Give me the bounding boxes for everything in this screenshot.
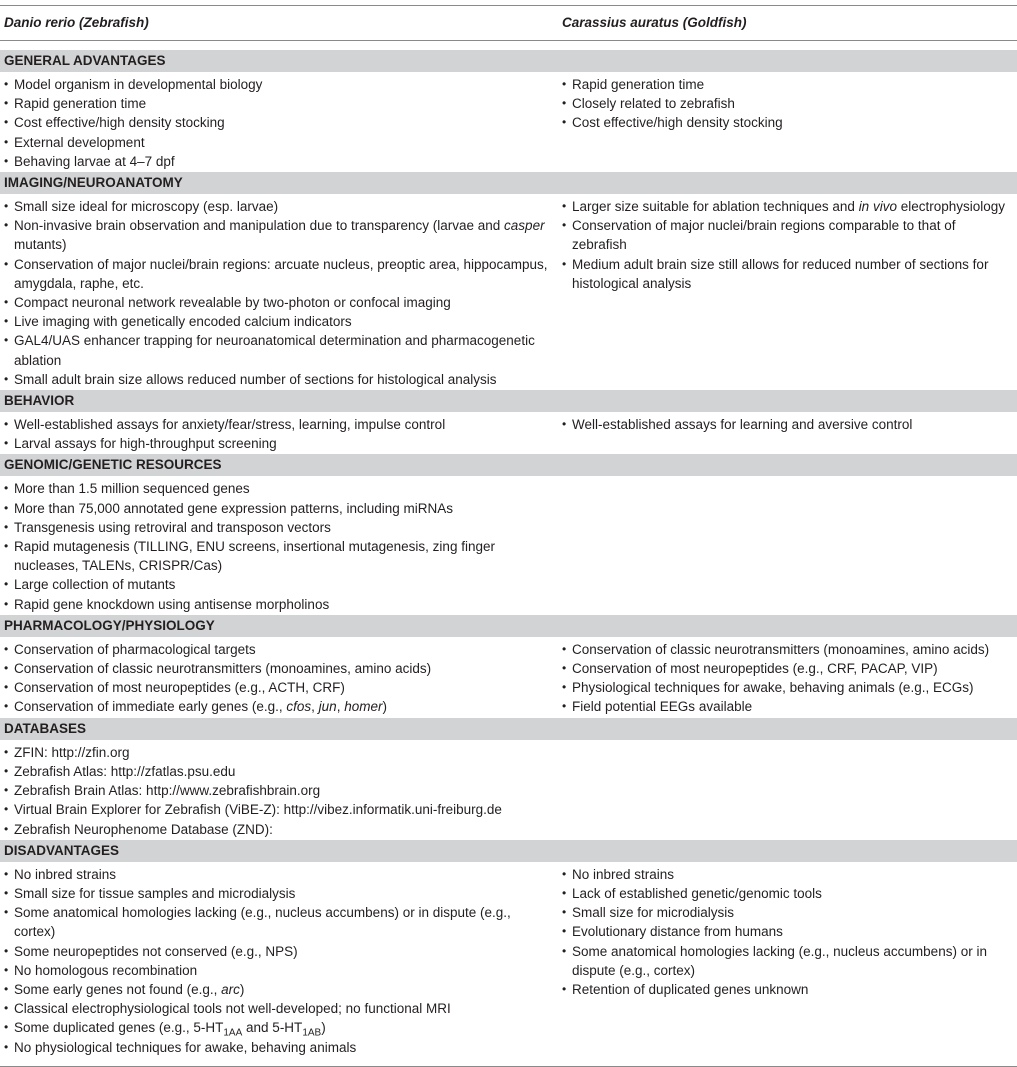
section-body-disadvantages [0,863,1017,1058]
bullet-list [562,865,1017,999]
list-item: • Conservation of most neuropeptides (e.g., ACTH, CRF) [4,678,561,697]
section-header-genomic-genetic-resources: GENOMIC/GENETIC RESOURCES [0,454,1017,477]
goldfish-column [561,75,1017,171]
list-item: • No inbred strains [562,865,1017,884]
list-item: • External development [4,133,561,152]
zebrafish-column [0,479,561,613]
bullet-list [562,415,1017,434]
list-item: • Some anatomical homologies lacking (e.g., nucleus accumbens) or in dispute (e.g., cortex) [4,903,561,941]
list-item: • Some neuropeptides not conserved (e.g., NPS) [4,942,561,961]
zebrafish-column [0,865,561,1057]
list-item: • Lack of established genetic/genomic tools [562,884,1017,903]
goldfish-column [561,479,1017,613]
list-item: • Cost effective/high density stocking [4,113,561,132]
list-item: • Classical electrophysiological tools not well-developed; no functional MRI [4,999,561,1018]
list-item: • Some duplicated genes (e.g., $5-HT_{1AA}$ and $5-HT_{1AB}$) [4,1018,561,1037]
list-item: • Non-invasive brain observation and manipulation due to transparency (larvae and casper mutants) [4,216,561,254]
zebrafish-column [0,75,561,171]
section-body-general-advantages [0,73,1017,172]
zebrafish-column [0,197,561,389]
zebrafish-column [0,415,561,453]
list-item: • Closely related to zebrafish [562,94,1017,113]
list-item: • No homologous recombination [4,961,561,980]
goldfish-column [561,743,1017,839]
list-item: • Compact neuronal network revealable by two-photon or confocal imaging [4,293,561,312]
list-item: • Conservation of major nuclei/brain regions: arcuate nucleus, preoptic area, hippocampus, amygdala, raphe, etc. [4,255,561,293]
list-item: • Conservation of classic neurotransmitters (monoamines, amino acids) [562,640,1017,659]
section-body-pharmacology-physiology [0,638,1017,718]
list-item: • Zebrafish Brain Atlas: http://www.zebrafishbrain.org [4,781,561,800]
goldfish-column [561,865,1017,1057]
list-item: • No inbred strains [4,865,561,884]
section-header-general-advantages: GENERAL ADVANTAGES [0,50,1017,73]
bullet-list [4,75,561,171]
list-item: • Retention of duplicated genes unknown [562,980,1017,999]
bullet-list [562,640,1017,717]
list-item: • More than 75,000 annotated gene expression patterns, including miRNAs [4,499,561,518]
bullet-list [4,479,561,613]
goldfish-column [561,197,1017,389]
section-header-imaging-neuroanatomy: IMAGING/NEUROANATOMY [0,172,1017,195]
list-item: • Small adult brain size allows reduced number of sections for histological analysis [4,370,561,389]
list-item: • Conservation of pharmacological targets [4,640,561,659]
list-item: • Rapid mutagenesis (TILLING, ENU screens, insertional mutagenesis, zing finger nucleases, TALENs, CRISPR/Cas) [4,537,561,575]
list-item: • More than 1.5 million sequenced genes [4,479,561,498]
section-body-behavior [0,413,1017,454]
zebrafish-column [0,743,561,839]
list-item: • Physiological techniques for awake, behaving animals (e.g., ECGs) [562,678,1017,697]
list-item: • Medium adult brain size still allows for reduced number of sections for histological analysis [562,255,1017,293]
list-item: • Field potential EEGs available [562,697,1017,716]
goldfish-column [561,640,1017,717]
header-spacer [0,41,1017,50]
section-body-imaging-neuroanatomy [0,195,1017,390]
bullet-list [4,415,561,453]
section-header-behavior: BEHAVIOR [0,390,1017,413]
list-item: • Conservation of classic neurotransmitters (monoamines, amino acids) [4,659,561,678]
header-zebrafish: Danio rerio (Zebrafish) [4,15,149,30]
list-item: • Evolutionary distance from humans [562,922,1017,941]
list-item: • Larval assays for high-throughput screening [4,434,561,453]
table-header-row [0,6,1017,41]
list-item: • Cost effective/high density stocking [562,113,1017,132]
section-header-databases: DATABASES [0,718,1017,741]
bullet-list [562,75,1017,133]
list-item: • Rapid generation time [562,75,1017,94]
list-item: • Behaving larvae at 4–7 dpf [4,152,561,171]
list-item: • Well-established assays for anxiety/fear/stress, learning, impulse control [4,415,561,434]
list-item: • Some anatomical homologies lacking (e.g., nucleus accumbens) or in dispute (e.g., cortex) [562,942,1017,980]
list-item: • No physiological techniques for awake, behaving animals [4,1038,561,1057]
list-item: • Well-established assays for learning and aversive control [562,415,1017,434]
bullet-list [4,640,561,717]
list-item: • Zebrafish Neurophenome Database (ZND): [4,820,561,839]
header-goldfish: Carassius auratus (Goldfish) [562,15,747,30]
list-item: • Small size ideal for microscopy (esp. larvae) [4,197,561,216]
list-item: • Model organism in developmental biology [4,75,561,94]
list-item: • Virtual Brain Explorer for Zebrafish (ViBE-Z): http://vibez.informatik.uni-freiburg.de [4,800,561,819]
list-item: • GAL4/UAS enhancer trapping for neuroanatomical determination and pharmacogenetic ablation [4,331,561,369]
list-item: • Small size for microdialysis [562,903,1017,922]
list-item: • Rapid generation time [4,94,561,113]
list-item: • ZFIN: http://zfin.org [4,743,561,762]
bullet-list [4,743,561,839]
list-item: • Rapid gene knockdown using antisense morpholinos [4,595,561,614]
bullet-list [4,865,561,1057]
section-body-genomic-genetic-resources [0,477,1017,614]
list-item: • Small size for tissue samples and microdialysis [4,884,561,903]
list-item: • Live imaging with genetically encoded calcium indicators [4,312,561,331]
bullet-list [562,197,1017,293]
list-item: • Transgenesis using retroviral and transposon vectors [4,518,561,537]
zebrafish-column [0,640,561,717]
table-sections [0,50,1017,1058]
list-item: • Conservation of most neuropeptides (e.g., CRF, PACAP, VIP) [562,659,1017,678]
list-item: • Some early genes not found (e.g., arc) [4,980,561,999]
bullet-list [4,197,561,389]
section-header-pharmacology-physiology: PHARMACOLOGY/PHYSIOLOGY [0,615,1017,638]
list-item: • Large collection of mutants [4,575,561,594]
goldfish-column [561,415,1017,453]
list-item: • Conservation of immediate early genes (e.g., cfos, jun, homer) [4,697,561,716]
list-item: • Larger size suitable for ablation techniques and in vivo electrophysiology [562,197,1017,216]
list-item: • Conservation of major nuclei/brain regions comparable to that of zebrafish [562,216,1017,254]
list-item: • Zebrafish Atlas: http://zfatlas.psu.edu [4,762,561,781]
section-body-databases [0,741,1017,840]
section-header-disadvantages: DISADVANTAGES [0,840,1017,863]
